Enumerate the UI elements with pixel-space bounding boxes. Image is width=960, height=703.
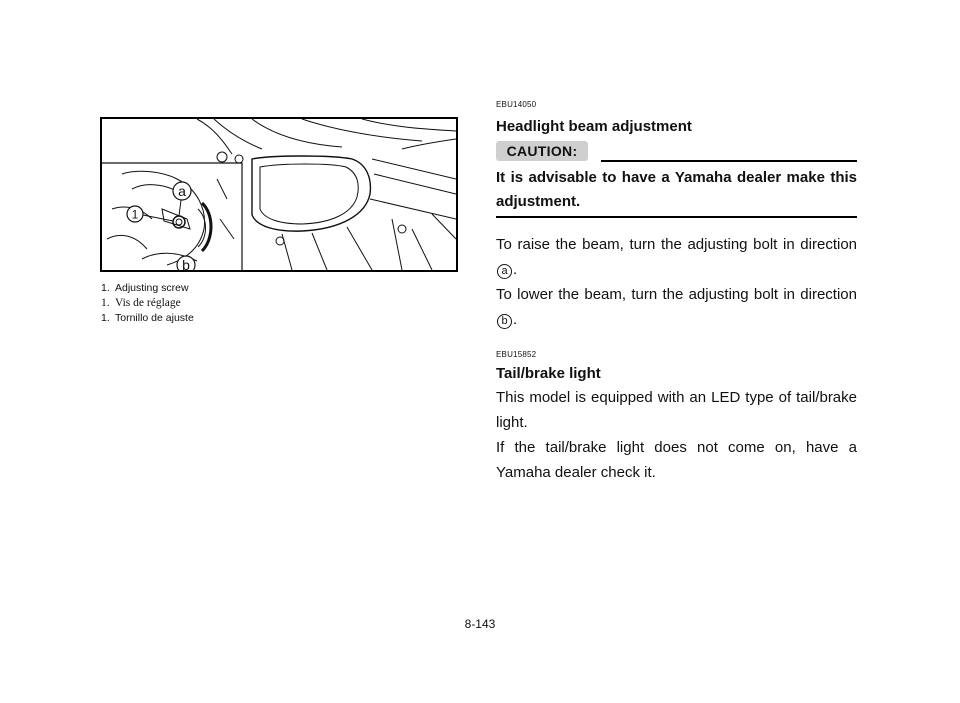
page-number: 8-143 [464, 617, 496, 631]
headlight-illustration [102, 119, 456, 270]
headlight-adjustment-figure [100, 117, 458, 272]
section-title-headlight: Headlight beam adjustment [496, 118, 692, 135]
figure-captions [101, 281, 194, 326]
caution-text: It is advisable to have a Yamaha dealer make this adjustment. [496, 169, 857, 210]
callout-a: a [178, 183, 186, 199]
tail-light-paragraph-1: This model is equipped with an LED type of tail/brake light. [496, 389, 857, 431]
lower-beam-paragraph: To lower the beam, turn the adjusting bolt in direction b . [496, 286, 857, 328]
callout-b: b [182, 257, 190, 270]
callout-1: 1 [131, 207, 139, 222]
caption-french: 1. Vis de réglage [101, 297, 181, 309]
tail-light-paragraph-2: If the tail/brake light does not come on, have a Yamaha dealer check it. [496, 439, 857, 481]
section-title-tail-light: Tail/brake light [496, 365, 601, 382]
caption-spanish: 1. Tornillo de ajuste [101, 312, 194, 324]
caution-badge: CAUTION: [496, 141, 588, 161]
direction-b-marker: b [497, 314, 512, 329]
headlight-instructions [496, 232, 857, 332]
caution-header [496, 141, 857, 163]
raise-beam-paragraph: To raise the beam, turn the adjusting bolt in direction a . [496, 236, 857, 278]
section-code: EBU14050 [496, 100, 537, 109]
caution-divider [601, 160, 857, 162]
direction-a-marker: a [497, 264, 512, 279]
caution-end-divider [496, 216, 857, 218]
section-code-2: EBU15852 [496, 350, 537, 359]
tail-light-text [496, 385, 857, 485]
caption-english: 1. Adjusting screw [101, 282, 189, 294]
